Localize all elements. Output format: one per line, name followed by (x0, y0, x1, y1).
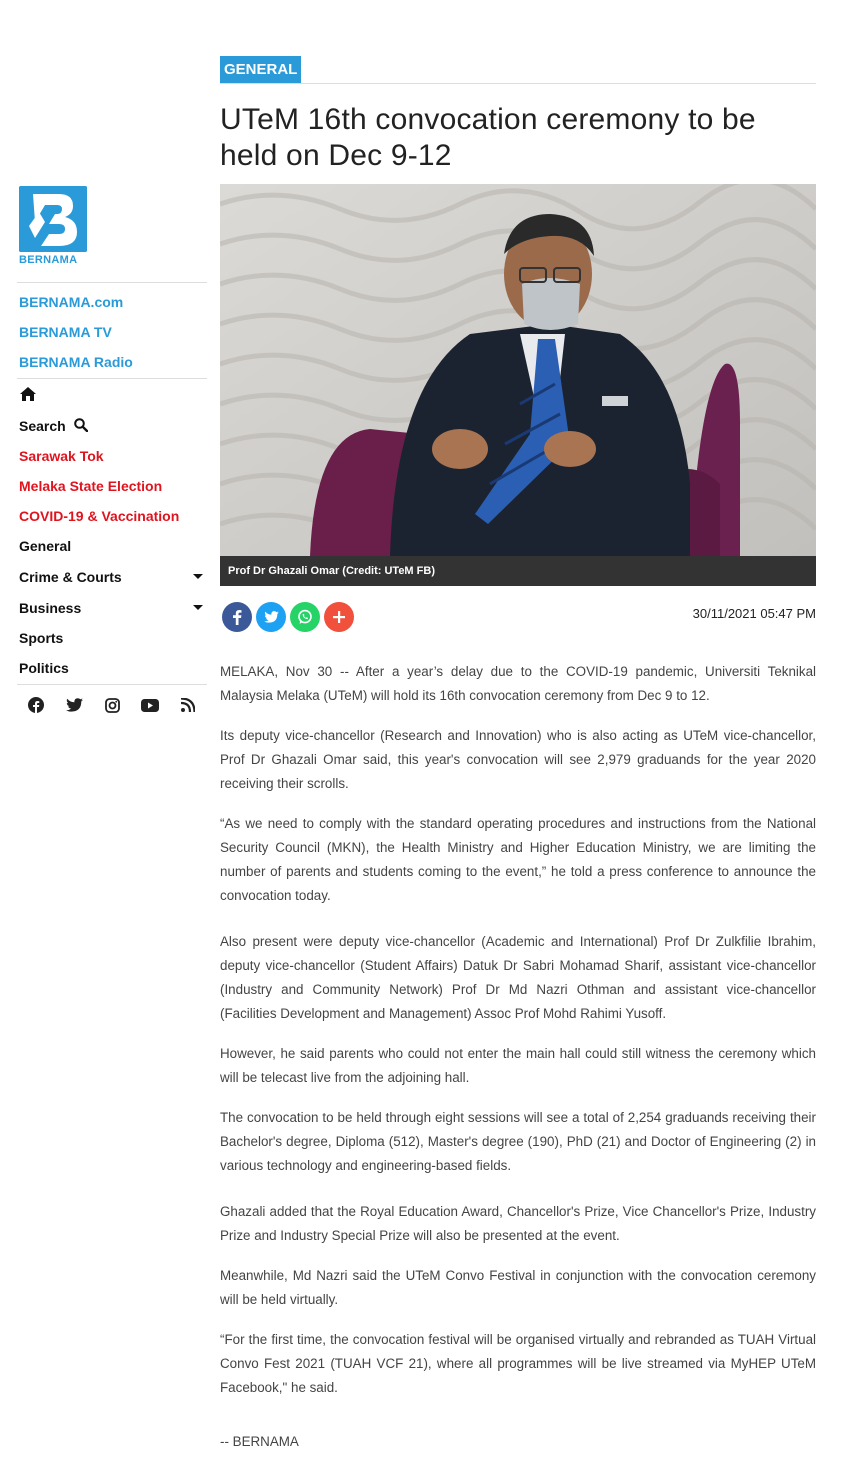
caret-down-icon (193, 574, 203, 579)
menu-item-melaka-state-election[interactable] (17, 471, 207, 501)
menu-item-general[interactable] (17, 531, 207, 561)
instagram-icon[interactable] (102, 695, 122, 715)
menu-item-sports[interactable] (17, 623, 207, 653)
article-paragraph: Also present were deputy vice-chancellor (Academic and International) Prof Dr Zulkfilie Ibrahim, deputy vice-chancellor (Student Affairs) Datuk Dr Sabri Mohamad Sharif, assistant vice-chancellor (Industry and Community Network) Prof Dr Md Nazri Othman and assistant vice-chancellor (Facilities Development and Management) Assoc Prof Mohd Rahimi Yusoff. (220, 934, 816, 1021)
menu-label: General (19, 538, 72, 554)
category-bar (220, 56, 816, 84)
menu-label: Melaka State Election (19, 478, 163, 494)
menu-item-sarawak-tok[interactable] (17, 441, 207, 471)
search-label: Search (19, 418, 66, 434)
search-button[interactable] (17, 411, 207, 441)
menu-label: Politics (19, 660, 69, 676)
article-paragraph: The convocation to be held through eight sessions will see a total of 2,254 graduands receiving their Bachelor's degree, Diploma (512), Master's degree (190), PhD (21) and Doctor of Engineering (2) in various technology and engineering-based fields. (220, 1110, 816, 1173)
twitter-icon[interactable] (64, 695, 84, 715)
article-byline: -- BERNAMA (220, 1434, 299, 1449)
menu-item-business[interactable] (17, 592, 207, 623)
menu-label: COVID-19 & Vaccination (19, 508, 180, 524)
logo-wordmark: BERNAMA (19, 254, 78, 266)
link-bernama-com[interactable]: BERNAMA.com (19, 294, 124, 310)
article-paragraph: However, he said parents who could not enter the main hall could still witness the ceremony which will be telecast live from the adjoining hall. (220, 1046, 816, 1085)
menu-item-crime-courts[interactable] (17, 561, 207, 592)
youtube-icon[interactable] (140, 695, 160, 715)
share-twitter-button[interactable] (256, 602, 286, 632)
category-badge[interactable]: GENERAL (220, 56, 301, 83)
publish-date: 30/11/2021 05:47 PM (692, 605, 816, 621)
article-body (220, 660, 816, 1454)
share-row (220, 601, 816, 633)
sidebar (17, 186, 207, 715)
share-facebook-button[interactable] (222, 602, 252, 632)
category-menu (17, 378, 207, 683)
home-icon (20, 387, 36, 406)
menu-label: Business (19, 599, 82, 616)
article-paragraph: “For the first time, the convocation festival will be organised virtually and rebranded as TUAH Virtual Convo Fest 2021 (TUAH VCF 21), where all programmes will be live streamed via MyHEP UTeM Facebook," he said. (220, 1332, 816, 1395)
network-links (17, 282, 207, 377)
menu-label: Sports (19, 630, 64, 646)
menu-item-politics[interactable] (17, 653, 207, 683)
article-paragraph: MELAKA, Nov 30 -- After a year’s delay due to the COVID-19 pandemic, Universiti Teknikal Malaysia Melaka (UTeM) will hold its 16th convocation ceremony from Dec 9 to 12. (220, 664, 816, 703)
bernama-logo-mark (19, 186, 87, 252)
bernama-logo[interactable] (19, 186, 89, 268)
link-bernama-tv[interactable]: BERNAMA TV (19, 324, 112, 340)
article-photo (220, 184, 816, 556)
menu-item-covid-vaccination[interactable] (17, 501, 207, 531)
link-bernama-radio[interactable]: BERNAMA Radio (19, 354, 133, 370)
share-more-button[interactable] (324, 602, 354, 632)
article-paragraph: Its deputy vice-chancellor (Research and Innovation) who is also acting as UTeM vice-chancellor, Prof Dr Ghazali Omar said, this year's convocation will see 2,979 graduands for the year 2020 receiving their scrolls. (220, 728, 816, 791)
facebook-icon[interactable] (26, 695, 46, 715)
caret-down-icon (193, 605, 203, 610)
home-button[interactable] (17, 381, 207, 411)
rss-icon[interactable] (178, 695, 198, 715)
photo-caption: Prof Dr Ghazali Omar (Credit: UTeM FB) (220, 556, 816, 586)
article-title: UTeM 16th convocation ceremony to be held on Dec 9-12 (220, 103, 756, 172)
search-icon (74, 418, 88, 435)
menu-label: Sarawak Tok (19, 448, 104, 464)
article-paragraph: Meanwhile, Md Nazri said the UTeM Convo Festival in conjunction with the convocation ceremony will be held virtually. (220, 1268, 816, 1307)
article-paragraph: “As we need to comply with the standard operating procedures and instructions from the National Security Council (MKN), the Health Ministry and Higher Education Ministry, we are limiting the number of parents and students coming to the event,” he told a press conference to announce the convocation today. (220, 816, 816, 903)
article-main (220, 56, 816, 1465)
article-paragraph: Ghazali added that the Royal Education Award, Chancellor's Prize, Vice Chancellor's Prize, Industry Prize and Industry Special Prize will also be presented at the event. (220, 1204, 816, 1243)
share-buttons (220, 602, 354, 632)
social-links (17, 684, 207, 715)
menu-label: Crime & Courts (19, 568, 122, 585)
share-whatsapp-button[interactable] (290, 602, 320, 632)
